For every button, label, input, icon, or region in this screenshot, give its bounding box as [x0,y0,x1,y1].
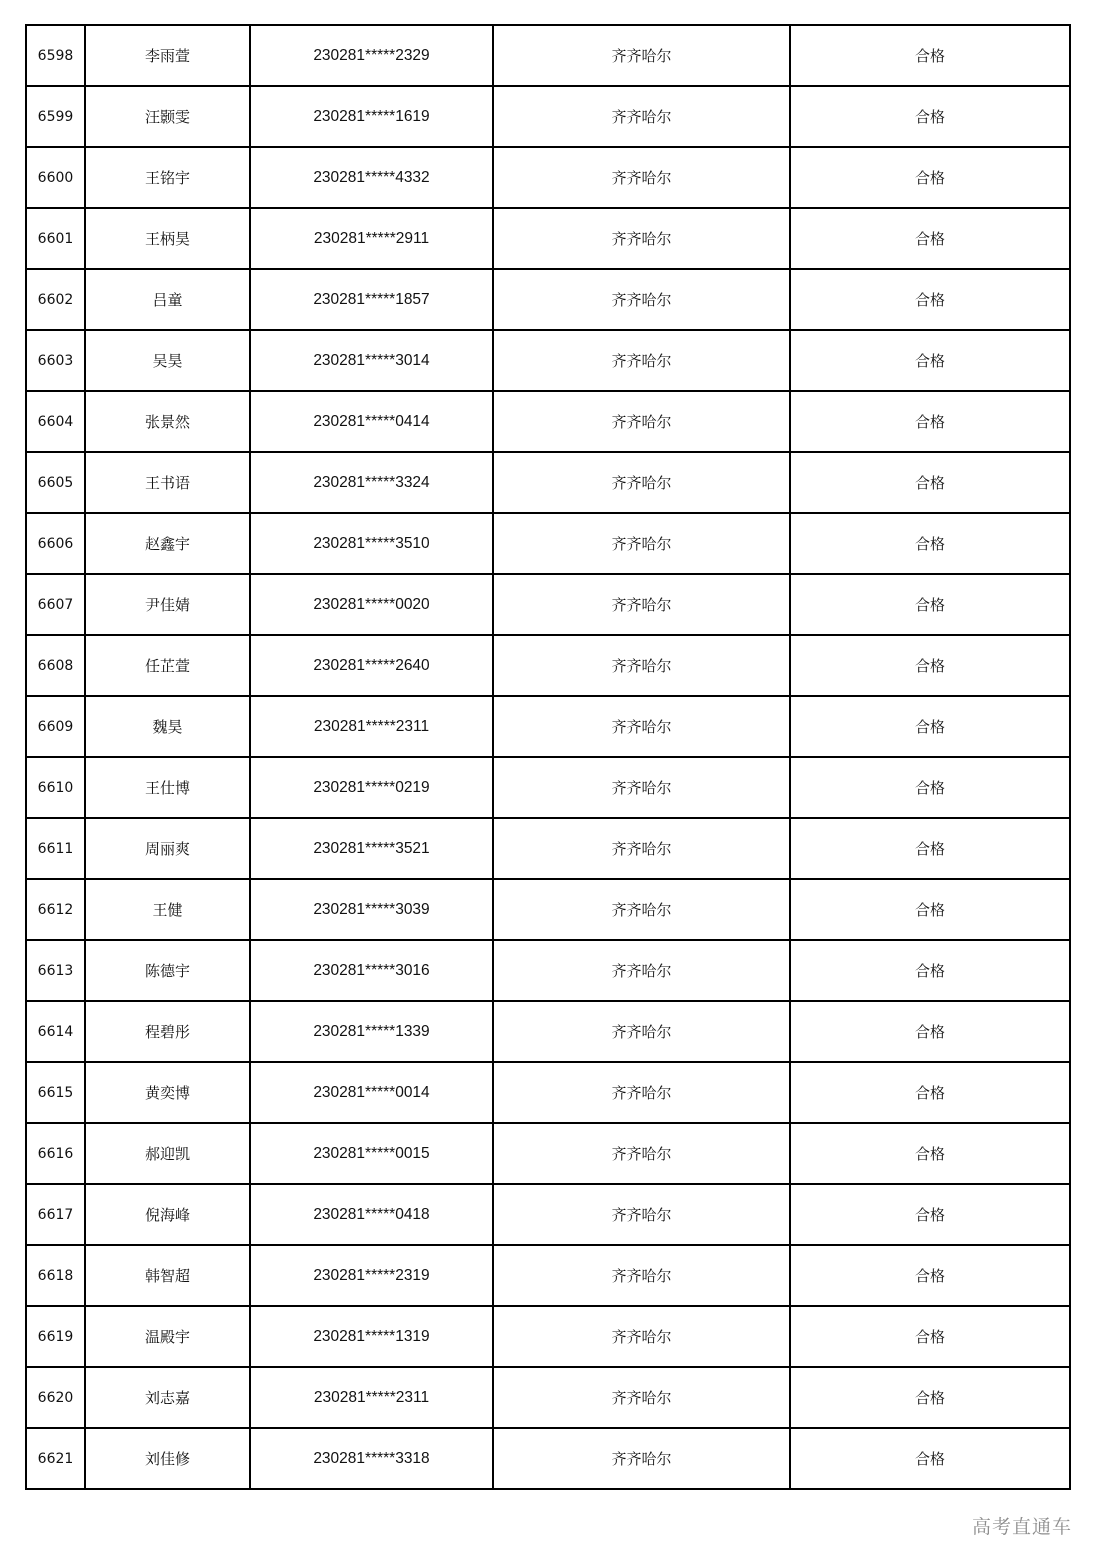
result-cell: 合格 [790,208,1070,269]
candidate-name-cell: 汪颢雯 [85,86,250,147]
row-number-cell: 6606 [26,513,85,574]
id-number-cell: 230281*****2911 [250,208,493,269]
row-number-cell: 6613 [26,940,85,1001]
row-number-cell: 6610 [26,757,85,818]
table-row [26,1062,1070,1123]
id-number-cell: 230281*****0014 [250,1062,493,1123]
id-number-cell: 230281*****0414 [250,391,493,452]
result-cell: 合格 [790,879,1070,940]
city-cell: 齐齐哈尔 [493,635,790,696]
candidate-name-cell: 王柄昊 [85,208,250,269]
id-number-cell: 230281*****3016 [250,940,493,1001]
city-cell: 齐齐哈尔 [493,1184,790,1245]
row-number-cell: 6612 [26,879,85,940]
candidate-name-cell: 尹佳婧 [85,574,250,635]
row-number-cell: 6611 [26,818,85,879]
candidate-name-cell: 赵鑫宇 [85,513,250,574]
table-row [26,269,1070,330]
city-cell: 齐齐哈尔 [493,269,790,330]
result-cell: 合格 [790,1306,1070,1367]
row-number-cell: 6598 [26,25,85,86]
result-cell: 合格 [790,269,1070,330]
candidate-name-cell: 黄奕博 [85,1062,250,1123]
id-number-cell: 230281*****3318 [250,1428,493,1489]
candidate-name-cell: 魏昊 [85,696,250,757]
table-row [26,452,1070,513]
result-cell: 合格 [790,1428,1070,1489]
result-cell: 合格 [790,574,1070,635]
result-cell: 合格 [790,513,1070,574]
result-cell: 合格 [790,635,1070,696]
watermark: 高考直通车 [971,1516,1072,1538]
candidate-name-cell: 韩智超 [85,1245,250,1306]
row-number-cell: 6620 [26,1367,85,1428]
table-row [26,147,1070,208]
id-number-cell: 230281*****1339 [250,1001,493,1062]
result-cell: 合格 [790,757,1070,818]
candidate-name-cell: 王健 [85,879,250,940]
candidate-name-cell: 吴昊 [85,330,250,391]
candidate-name-cell: 刘佳修 [85,1428,250,1489]
table-row [26,574,1070,635]
city-cell: 齐齐哈尔 [493,1001,790,1062]
result-cell: 合格 [790,330,1070,391]
candidate-name-cell: 程碧彤 [85,1001,250,1062]
row-number-cell: 6604 [26,391,85,452]
city-cell: 齐齐哈尔 [493,940,790,1001]
table-row [26,818,1070,879]
id-number-cell: 230281*****0418 [250,1184,493,1245]
result-cell: 合格 [790,1123,1070,1184]
result-cell: 合格 [790,1245,1070,1306]
table-row [26,879,1070,940]
id-number-cell: 230281*****2311 [250,1367,493,1428]
id-number-cell: 230281*****1857 [250,269,493,330]
id-number-cell: 230281*****0015 [250,1123,493,1184]
candidate-name-cell: 王仕博 [85,757,250,818]
result-cell: 合格 [790,86,1070,147]
row-number-cell: 6621 [26,1428,85,1489]
id-number-cell: 230281*****0020 [250,574,493,635]
table-row [26,940,1070,1001]
city-cell: 齐齐哈尔 [493,574,790,635]
id-number-cell: 230281*****2640 [250,635,493,696]
city-cell: 齐齐哈尔 [493,1245,790,1306]
id-number-cell: 230281*****2329 [250,25,493,86]
city-cell: 齐齐哈尔 [493,330,790,391]
result-cell: 合格 [790,452,1070,513]
city-cell: 齐齐哈尔 [493,86,790,147]
row-number-cell: 6615 [26,1062,85,1123]
candidate-name-cell: 周丽爽 [85,818,250,879]
id-number-cell: 230281*****1619 [250,86,493,147]
row-number-cell: 6608 [26,635,85,696]
candidate-name-cell: 陈德宇 [85,940,250,1001]
row-number-cell: 6616 [26,1123,85,1184]
candidate-name-cell: 温殿宇 [85,1306,250,1367]
id-number-cell: 230281*****2311 [250,696,493,757]
result-cell: 合格 [790,391,1070,452]
id-number-cell: 230281*****3014 [250,330,493,391]
candidate-name-cell: 任芷萱 [85,635,250,696]
table-row [26,696,1070,757]
table-row [26,1367,1070,1428]
results-table [25,24,1071,1490]
city-cell: 齐齐哈尔 [493,818,790,879]
table-row [26,635,1070,696]
table-row [26,1123,1070,1184]
results-table-body [26,25,1070,1489]
city-cell: 齐齐哈尔 [493,513,790,574]
id-number-cell: 230281*****3510 [250,513,493,574]
results-table-container [25,24,1071,1490]
table-row [26,1001,1070,1062]
table-row [26,391,1070,452]
city-cell: 齐齐哈尔 [493,208,790,269]
table-row [26,208,1070,269]
result-cell: 合格 [790,1184,1070,1245]
table-row [26,1306,1070,1367]
id-number-cell: 230281*****0219 [250,757,493,818]
candidate-name-cell: 吕童 [85,269,250,330]
row-number-cell: 6599 [26,86,85,147]
row-number-cell: 6607 [26,574,85,635]
table-row [26,757,1070,818]
city-cell: 齐齐哈尔 [493,1306,790,1367]
row-number-cell: 6618 [26,1245,85,1306]
result-cell: 合格 [790,818,1070,879]
row-number-cell: 6601 [26,208,85,269]
row-number-cell: 6619 [26,1306,85,1367]
city-cell: 齐齐哈尔 [493,391,790,452]
row-number-cell: 6605 [26,452,85,513]
result-cell: 合格 [790,1001,1070,1062]
city-cell: 齐齐哈尔 [493,696,790,757]
candidate-name-cell: 王书语 [85,452,250,513]
row-number-cell: 6614 [26,1001,85,1062]
candidate-name-cell: 王铭宇 [85,147,250,208]
row-number-cell: 6603 [26,330,85,391]
city-cell: 齐齐哈尔 [493,1123,790,1184]
row-number-cell: 6609 [26,696,85,757]
table-row [26,1245,1070,1306]
row-number-cell: 6617 [26,1184,85,1245]
id-number-cell: 230281*****4332 [250,147,493,208]
candidate-name-cell: 倪海峰 [85,1184,250,1245]
city-cell: 齐齐哈尔 [493,757,790,818]
result-cell: 合格 [790,1367,1070,1428]
id-number-cell: 230281*****3521 [250,818,493,879]
id-number-cell: 230281*****1319 [250,1306,493,1367]
result-cell: 合格 [790,147,1070,208]
candidate-name-cell: 张景然 [85,391,250,452]
city-cell: 齐齐哈尔 [493,25,790,86]
city-cell: 齐齐哈尔 [493,1062,790,1123]
table-row [26,1428,1070,1489]
city-cell: 齐齐哈尔 [493,147,790,208]
candidate-name-cell: 郝迎凯 [85,1123,250,1184]
city-cell: 齐齐哈尔 [493,1428,790,1489]
result-cell: 合格 [790,1062,1070,1123]
table-row [26,513,1070,574]
row-number-cell: 6600 [26,147,85,208]
id-number-cell: 230281*****3324 [250,452,493,513]
table-row [26,25,1070,86]
result-cell: 合格 [790,940,1070,1001]
id-number-cell: 230281*****3039 [250,879,493,940]
table-row [26,1184,1070,1245]
result-cell: 合格 [790,25,1070,86]
id-number-cell: 230281*****2319 [250,1245,493,1306]
city-cell: 齐齐哈尔 [493,879,790,940]
candidate-name-cell: 李雨萱 [85,25,250,86]
candidate-name-cell: 刘志嘉 [85,1367,250,1428]
city-cell: 齐齐哈尔 [493,1367,790,1428]
result-cell: 合格 [790,696,1070,757]
table-row [26,330,1070,391]
table-row [26,86,1070,147]
row-number-cell: 6602 [26,269,85,330]
city-cell: 齐齐哈尔 [493,452,790,513]
